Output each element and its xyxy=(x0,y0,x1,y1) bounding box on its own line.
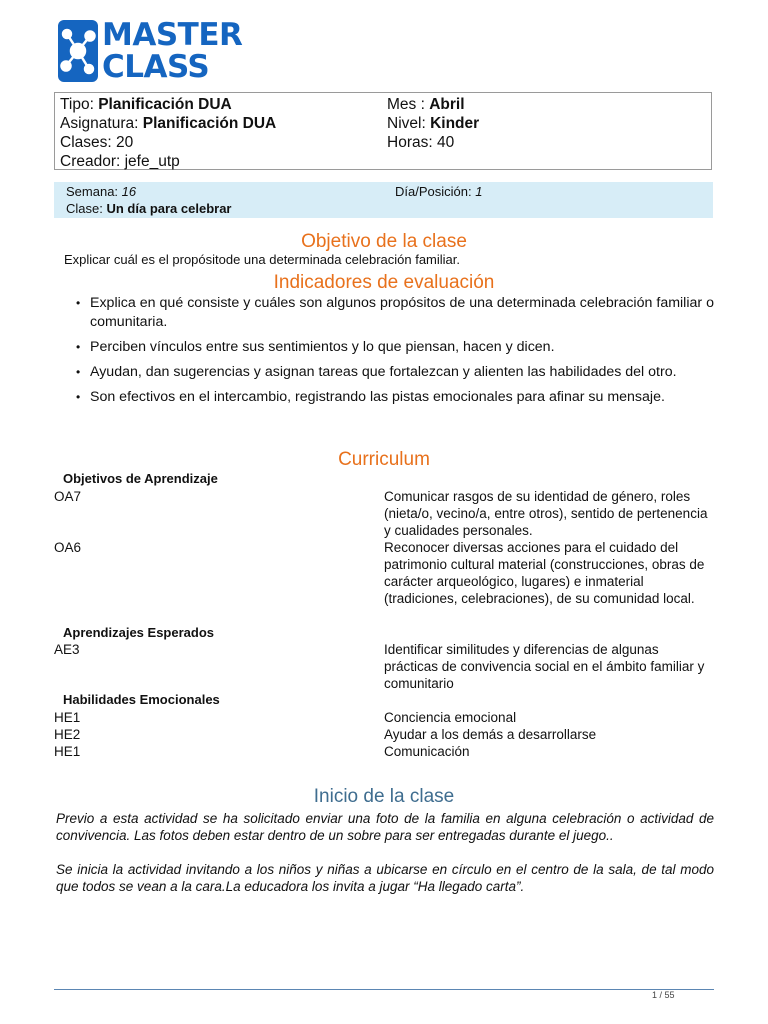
nivel-field xyxy=(387,114,479,133)
inicio-paragraph-2: Se inicia la actividad invitando a los niños y niñas a ubicarse en círculo en el centro de la sala, de tal modo que todos se vean a la cara.La educadora los invita a jugar “Ha llegado carta”. xyxy=(56,862,714,894)
indicador-text: Ayudan, dan sugerencias y asignan tareas que fortalezcan y alienten las habilidades del otro. xyxy=(90,364,677,380)
dia-label: Día/Posición: xyxy=(395,184,472,199)
footer-divider xyxy=(54,989,714,990)
oa-code: OA7 xyxy=(54,489,82,504)
indicador-text: Explica en qué consiste y cuáles son algunos propósitos de una determinada celebración familiar o comunitaria. xyxy=(90,295,714,330)
horas-field: Horas: 40 xyxy=(387,134,455,151)
oa-heading: Objetivos de Aprendizaje xyxy=(63,471,218,486)
oa-description: Reconocer diversas acciones para el cuidado del patrimonio cultural material (construcciones, obras de carácter arqueológico, lugares) e inmaterial (tradiciones, celebraciones), de su comunidad local. xyxy=(384,540,705,606)
semana-field xyxy=(66,184,136,200)
he-code: HE2 xyxy=(54,727,81,742)
inicio-heading: Inicio de la clase xyxy=(313,786,455,807)
he-code: HE1 xyxy=(54,744,81,759)
objetivo-text: Explicar cuál es el propósitode una determinada celebración familiar. xyxy=(64,252,460,267)
he-description: Comunicación xyxy=(384,744,470,759)
asignatura-value: Planificación DUA xyxy=(142,115,277,132)
bullet-icon: • xyxy=(76,390,81,404)
asignatura-label: Asignatura: xyxy=(60,115,139,132)
inicio-paragraph-1: Previo a esta actividad se ha solicitado enviar una foto de la familia en alguna celebración o actividad de convivencia. Las fotos deben estar dentro de un sobre para ser entregadas durante el juego.. xyxy=(56,811,714,843)
master-class-logo xyxy=(58,17,243,86)
class-info-box xyxy=(54,92,712,170)
oa-description: Comunicar rasgos de su identidad de género, roles (nieta/o, vecino/a, entre otros), sentido de pertenencia y cualidades personales. xyxy=(384,489,708,538)
semana-value: 16 xyxy=(121,184,137,199)
semana-label: Semana: xyxy=(66,184,119,199)
ae-code: AE3 xyxy=(54,642,80,657)
he-description: Ayudar a los demás a desarrollarse xyxy=(384,727,597,742)
indicadores-heading: Indicadores de evaluación xyxy=(273,272,495,293)
clase-value: Un día para celebrar xyxy=(106,201,232,216)
indicadores-list xyxy=(76,294,714,413)
mes-value: Abril xyxy=(429,96,465,113)
list-item xyxy=(76,294,714,332)
clase-field xyxy=(66,201,231,217)
he-description: Conciencia emocional xyxy=(384,710,517,725)
he-heading: Habilidades Emocionales xyxy=(63,692,220,707)
he-code: HE1 xyxy=(54,710,81,725)
list-item xyxy=(76,388,714,407)
list-item xyxy=(76,363,714,382)
indicador-text: Son efectivos en el intercambio, registrando las pistas emocionales para afinar su mensaje. xyxy=(90,389,665,405)
mes-label: Mes : xyxy=(387,96,425,113)
objetivo-heading: Objetivo de la clase xyxy=(301,231,467,252)
nivel-value: Kinder xyxy=(430,115,480,132)
molecule-icon xyxy=(58,20,100,84)
ae-heading: Aprendizajes Esperados xyxy=(63,625,214,640)
week-info-box xyxy=(54,182,713,218)
logo-text-class: CLASS xyxy=(102,49,210,85)
ae-description: Identificar similitudes y diferencias de algunas prácticas de convivencia social en el ámbito familiar y comunitario xyxy=(384,642,705,691)
bullet-icon: • xyxy=(76,365,81,379)
clases-field: Clases: 20 xyxy=(60,134,134,151)
oa-code: OA6 xyxy=(54,540,82,555)
dia-field xyxy=(395,184,482,200)
mes-field xyxy=(387,95,465,114)
tipo-value: Planificación DUA xyxy=(98,96,232,113)
tipo-label: Tipo: xyxy=(60,96,94,113)
nivel-label: Nivel: xyxy=(387,115,426,132)
bullet-icon: • xyxy=(76,340,81,354)
page-number: 1 / 55 xyxy=(652,990,675,1000)
curriculum-heading: Curriculum xyxy=(338,449,430,470)
list-item xyxy=(76,338,714,357)
tipo-field xyxy=(60,95,232,114)
asignatura-field xyxy=(60,114,276,133)
clase-label: Clase: xyxy=(66,201,103,216)
indicador-text: Perciben vínculos entre sus sentimientos y lo que piensan, hacen y dicen. xyxy=(90,339,555,355)
dia-value: 1 xyxy=(475,184,483,199)
bullet-icon: • xyxy=(76,296,81,310)
logo-text-master: MASTER xyxy=(102,17,243,53)
creador-field: Creador: jefe_utp xyxy=(60,153,180,170)
